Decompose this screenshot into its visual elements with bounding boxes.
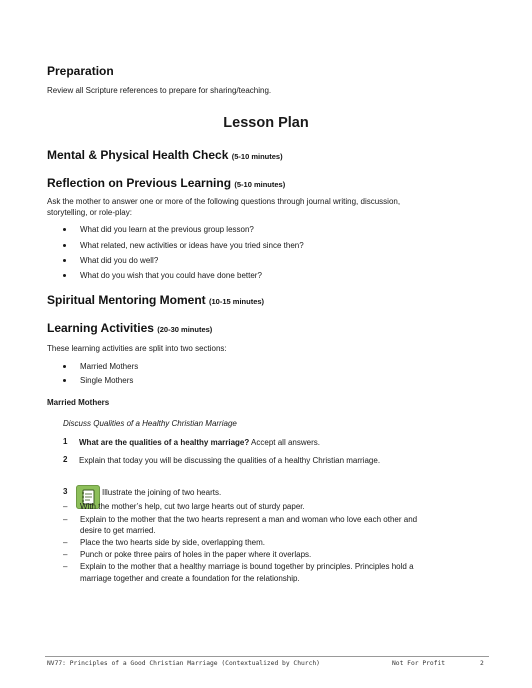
question-text: What did you do well? xyxy=(80,256,159,265)
instruction-text: With the mother’s help, cut two large hearts out of sturdy paper. xyxy=(80,502,305,511)
footer-notice: Not For Profit xyxy=(392,660,446,667)
step-2-text: Explain that today you will be discussing the qualities of a healthy Christian marriage. xyxy=(79,456,381,465)
dash-marker: – xyxy=(63,538,68,547)
spiritual-duration: (10-15 minutes) xyxy=(209,297,265,306)
list-item xyxy=(63,538,503,549)
instruction-text: Explain to the mother that a healthy marriage is bound together by principles. Principles hold a xyxy=(80,562,414,571)
health-check-title: Mental & Physical Health Check xyxy=(47,148,229,162)
list-item xyxy=(63,562,503,573)
health-check-duration: (5-10 minutes) xyxy=(231,152,283,161)
bullet-icon xyxy=(63,228,66,231)
reflection-heading xyxy=(47,176,285,190)
reflection-title: Reflection on Previous Learning xyxy=(47,176,232,190)
footer-title: NV77: Principles of a Good Christian Marriage (Contextualized by Church) xyxy=(47,660,320,667)
list-item xyxy=(63,225,463,236)
bullet-icon xyxy=(63,379,66,382)
married-subtitle: Discuss Qualities of a Healthy Christian Marriage xyxy=(63,419,237,428)
step-number-2: 2 xyxy=(63,455,68,464)
bullet-icon xyxy=(63,274,66,277)
dash-marker: – xyxy=(63,550,68,559)
spiritual-heading xyxy=(47,293,264,307)
list-item xyxy=(63,376,363,387)
instruction-text: desire to get married. xyxy=(80,526,156,535)
section-text: Single Mothers xyxy=(80,376,134,385)
step-1-text xyxy=(79,437,320,448)
learning-heading xyxy=(47,321,212,335)
instruction-text: Punch or poke three pairs of holes in the paper where it overlaps. xyxy=(80,550,312,559)
list-item xyxy=(63,515,503,526)
learning-intro: These learning activities are split into two sections: xyxy=(47,344,227,353)
dash-marker: – xyxy=(63,562,68,571)
spiritual-title: Spiritual Mentoring Moment xyxy=(47,293,206,307)
question-text: What related, new activities or ideas have you tried since then? xyxy=(80,241,304,250)
section-text: Married Mothers xyxy=(80,362,139,371)
step-1-question: What are the qualities of a healthy marriage? xyxy=(79,438,250,447)
step-1-rest: Accept all answers. xyxy=(249,438,320,447)
list-item xyxy=(63,256,463,267)
list-item xyxy=(63,502,503,513)
list-item xyxy=(63,241,463,252)
instruction-text: marriage together and create a foundation for the relationship. xyxy=(80,574,300,583)
footer-divider xyxy=(45,656,489,657)
question-text: What do you wish that you could have done better? xyxy=(80,271,262,280)
list-item xyxy=(63,550,503,561)
health-check-heading xyxy=(47,148,283,162)
bullet-icon xyxy=(63,259,66,262)
learning-duration: (20-30 minutes) xyxy=(157,325,213,334)
page-number: 2 xyxy=(480,660,484,667)
preparation-text: Review all Scripture references to prepare for sharing/teaching. xyxy=(47,86,272,95)
lesson-plan-title: Lesson Plan xyxy=(223,115,309,131)
step-number-1: 1 xyxy=(63,437,68,446)
question-text: What did you learn at the previous group lesson? xyxy=(80,225,254,234)
instruction-text: Explain to the mother that the two hearts represent a man and woman who love each other and xyxy=(80,515,418,524)
bullet-icon xyxy=(63,365,66,368)
step-3-text: Illustrate the joining of two hearts. xyxy=(102,488,222,497)
learning-title: Learning Activities xyxy=(47,321,154,335)
list-item-continuation xyxy=(63,526,503,537)
dash-marker: – xyxy=(63,515,68,524)
reflection-duration: (5-10 minutes) xyxy=(234,180,286,189)
married-mothers-heading: Married Mothers xyxy=(47,398,110,407)
instruction-text: Place the two hearts side by side, overlapping them. xyxy=(80,538,265,547)
list-item-continuation xyxy=(63,574,503,585)
list-item xyxy=(63,362,363,373)
dash-marker: – xyxy=(63,502,68,511)
bullet-icon xyxy=(63,244,66,247)
reflection-intro-line-1: Ask the mother to answer one or more of the following questions through journal writing, discussion, xyxy=(47,197,401,206)
list-item xyxy=(63,271,463,282)
reflection-intro-line-2: storytelling, or role-play: xyxy=(47,208,132,217)
step-number-3: 3 xyxy=(63,487,68,496)
preparation-heading: Preparation xyxy=(47,64,114,78)
